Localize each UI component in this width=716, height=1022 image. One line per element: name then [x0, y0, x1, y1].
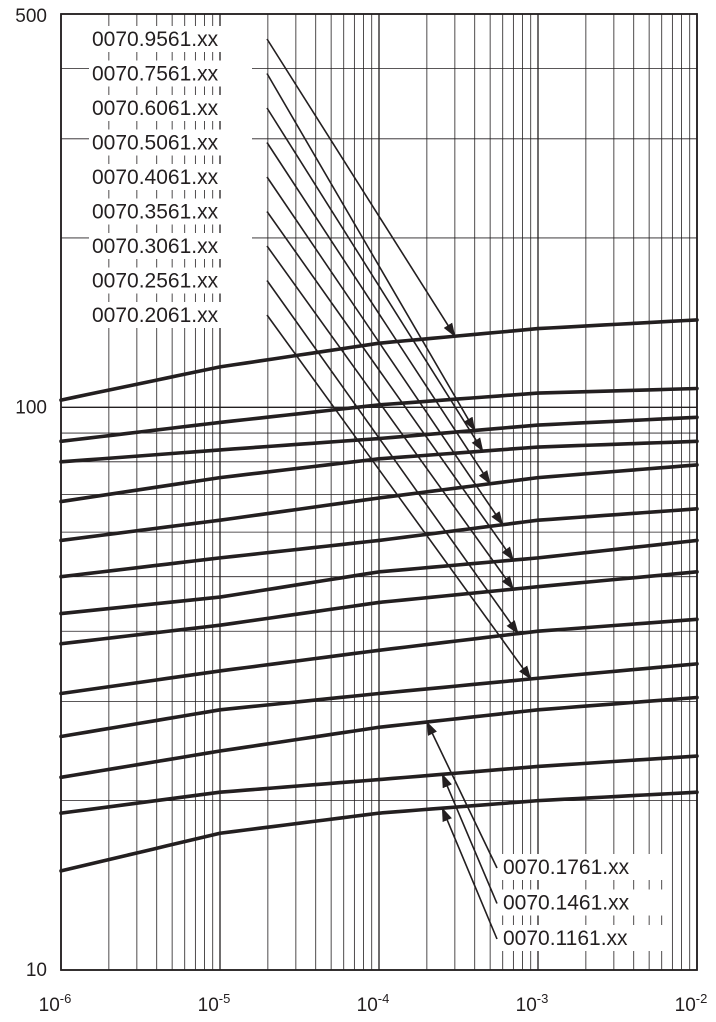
- callout-label: 0070.3561.xx: [92, 200, 219, 224]
- callout-label: 0070.6061.xx: [92, 97, 219, 120]
- callout-label: 0070.5061.xx: [92, 131, 219, 155]
- y-tick-label: 100: [15, 397, 47, 419]
- callout-label: 0070.3061.xx: [92, 235, 219, 258]
- callout-label: 0070.2061.xx: [92, 304, 219, 327]
- callout-arrow: [442, 774, 497, 903]
- callout-arrow: [427, 722, 497, 868]
- callout-label: 0070.4061.xx: [92, 166, 219, 189]
- y-tick-label: 500: [15, 6, 47, 27]
- callout-arrow: [267, 74, 475, 431]
- callout-arrow: [267, 177, 503, 525]
- y-tick-label: 10: [25, 960, 47, 981]
- x-tick-label: $10^{-6}$: [38, 991, 72, 1016]
- callout-label: 0070.1161.xx: [503, 927, 628, 950]
- grid: [61, 14, 697, 970]
- callout-arrow: [442, 808, 497, 939]
- callout-label: 0070.1761.xx: [503, 856, 630, 879]
- callout-label: 0070.2561.xx: [92, 269, 219, 293]
- callout-label: 0070.1461.xx: [503, 891, 630, 915]
- x-tick-label: $10^{-3}$: [515, 991, 549, 1016]
- callout-label: 0070.9561.xx: [92, 28, 219, 51]
- callout-arrow: [267, 108, 483, 451]
- x-tick-label: $10^{-2}$: [674, 991, 708, 1016]
- x-tick-label: $10^{-4}$: [356, 991, 390, 1016]
- callout-label: 0070.7561.xx: [92, 62, 219, 86]
- x-tick-label: $10^{-5}$: [197, 991, 231, 1016]
- callout-arrow: [267, 315, 531, 679]
